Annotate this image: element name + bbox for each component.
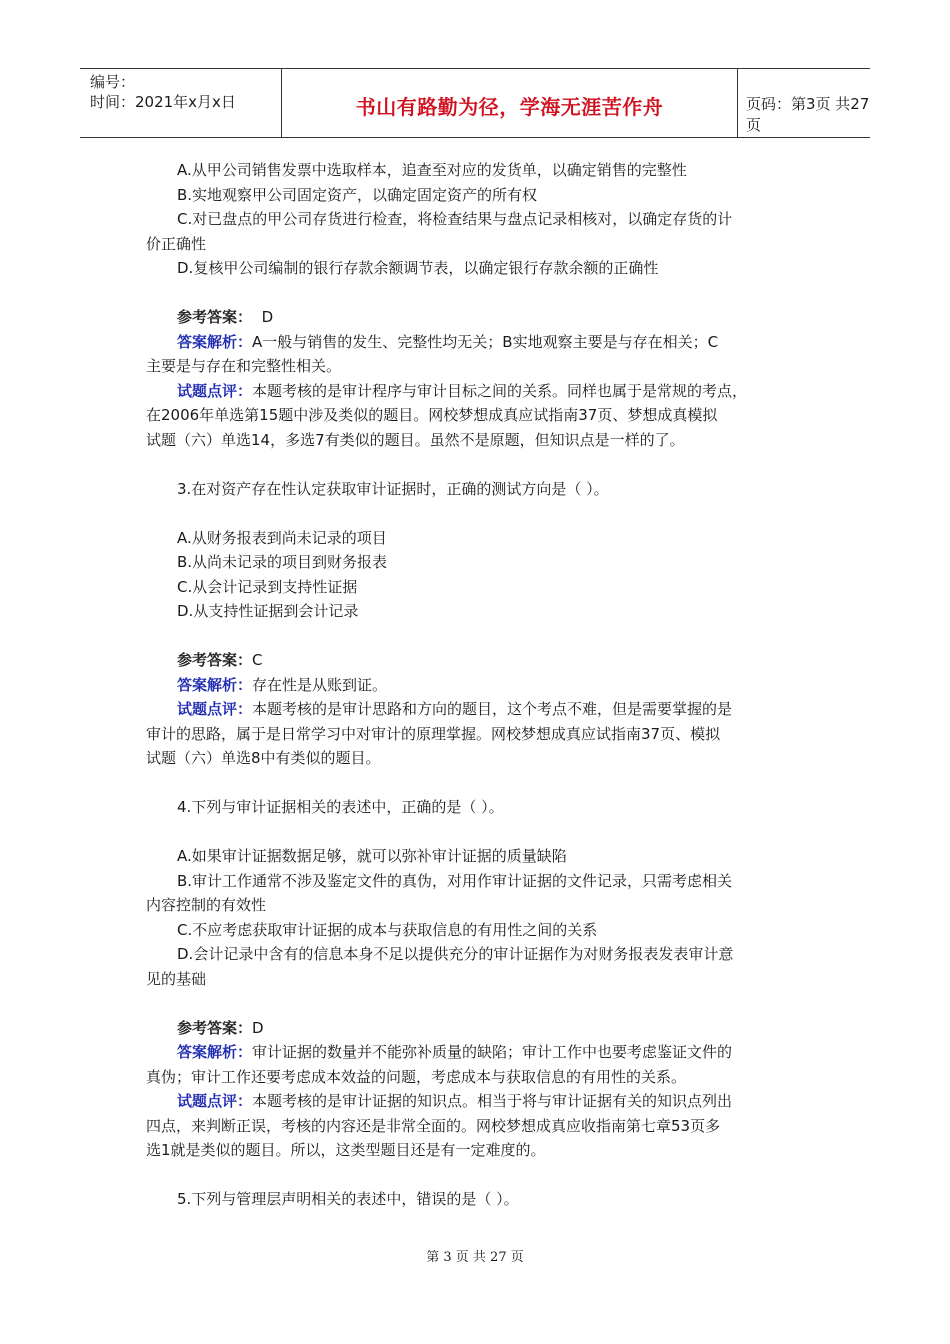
q4-review-cont-1: 四点，来判断正误，考核的内容还是非常全面的。网校梦想成真应收指南第七章53页多	[146, 1116, 721, 1135]
header-page-info: 页码：第3页 共27页	[746, 95, 870, 134]
analysis-text: A一般与销售的发生、完整性均无关；B实地观察主要是与存在相关；C	[252, 332, 719, 351]
review-text: 本题考核的是审计程序与审计目标之间的关系。同样也属于是常规的考点，	[252, 381, 748, 400]
q2-answer	[146, 305, 806, 330]
q2-option-d: D.复核甲公司编制的银行存款余额调节表，以确定银行存款余额的正确性	[177, 259, 659, 277]
q5-stem: 5.下列与管理层声明相关的表述中，错误的是（ ）。	[177, 1190, 519, 1208]
analysis-text: 存在性是从账到证。	[252, 675, 388, 694]
q3-stem: 3.在对资产存在性认定获取审计证据时，正确的测试方向是（ ）。	[177, 479, 609, 498]
q3-option-d: D.从支持性证据到会计记录	[177, 602, 359, 620]
q2-option-c: C.对已盘点的甲公司存货进行检查，将检查结果与盘点记录相核对，以确定存货的计	[177, 210, 733, 228]
q3-option-a: A.从财务报表到尚未记录的项目	[177, 528, 387, 547]
q4-analysis	[146, 1040, 806, 1065]
q4-answer	[146, 1016, 806, 1041]
q3-option-b: B.从尚未记录的项目到财务报表	[177, 553, 388, 571]
answer-label: 参考答案：	[177, 308, 253, 326]
answer-label: 参考答案：	[177, 1018, 253, 1037]
q4-option-c: C.不应考虑获取审计证据的成本与获取信息的有用性之间的关系	[177, 920, 598, 939]
q2-review-cont-2: 试题（六）单选14，多选7有类似的题目。虽然不是原题，但知识点是一样的了。	[146, 430, 685, 449]
page-header	[80, 68, 870, 138]
analysis-label: 答案解析：	[177, 332, 253, 351]
q4-option-b-cont: 内容控制的有效性	[146, 896, 267, 914]
analysis-text: 审计证据的数量并不能弥补质量的缺陷；审计工作中也要考虑鉴证文件的	[252, 1043, 733, 1061]
q2-review-cont-1: 在2006年单选第15题中涉及类似的题目。网校梦想成真应试指南37页、梦想成真模拟	[146, 406, 718, 424]
review-label: 试题点评：	[177, 1092, 253, 1110]
q3-analysis	[146, 673, 806, 698]
review-text: 本题考核的是审计思路和方向的题目，这个考点不难，但是需要掌握的是	[252, 700, 733, 718]
q2-option-a: A.从甲公司销售发票中选取样本，追查至对应的发货单，以确定销售的完整性	[177, 161, 687, 179]
q4-review-cont-2: 选1就是类似的题目。所以，这类型题目还是有一定难度的。	[146, 1141, 546, 1159]
answer-value: D	[261, 308, 274, 326]
analysis-label: 答案解析：	[177, 1043, 253, 1061]
q4-review	[146, 1089, 806, 1114]
q2-option-c-cont: 价正确性	[146, 234, 207, 253]
header-meta-cell	[80, 69, 281, 137]
answer-label: 参考答案：	[177, 651, 253, 669]
doc-number-label: 编号：	[90, 73, 136, 91]
q4-analysis-cont: 真伪；审计工作还要考虑成本效益的问题，考虑成本与获取信息的有用性的关系。	[146, 1067, 687, 1086]
review-label: 试题点评：	[177, 700, 253, 718]
q2-analysis-cont: 主要是与存在和完整性相关。	[146, 357, 342, 375]
q2-analysis	[146, 330, 806, 355]
q3-review-cont-1: 审计的思路，属于是日常学习中对审计的原理掌握。网校梦想成真应试指南37页、模拟	[146, 724, 721, 743]
answer-value: D	[252, 1018, 264, 1037]
q4-stem: 4.下列与审计证据相关的表述中，正确的是（ ）。	[177, 798, 504, 816]
q4-option-d-cont: 见的基础	[146, 969, 207, 988]
q2-option-b: B.实地观察甲公司固定资产，以确定固定资产的所有权	[177, 185, 538, 204]
q3-review	[146, 697, 806, 722]
q4-option-a: A.如果审计证据数据足够，就可以弥补审计证据的质量缺陷	[177, 847, 567, 865]
q3-option-c: C.从会计记录到支持性证据	[177, 577, 358, 596]
page-footer: 第 3 页 共 27 页	[426, 1250, 524, 1265]
q3-answer	[146, 648, 806, 673]
document-body	[146, 158, 806, 1212]
q2-review	[146, 379, 806, 404]
doc-time-label: 时间：2021年x月x日	[90, 93, 236, 111]
q4-option-b: B.审计工作通常不涉及鉴定文件的真伪，对用作审计证据的文件记录，只需考虑相关	[177, 871, 733, 890]
q4-option-d: D.会计记录中含有的信息本身不足以提供充分的审计证据作为对财务报表发表审计意	[177, 945, 734, 963]
answer-value: C	[252, 651, 263, 669]
q3-review-cont-2: 试题（六）单选8中有类似的题目。	[146, 749, 381, 767]
header-motto: 书山有路勤为径，学海无涯苦作舟	[355, 95, 664, 119]
analysis-label: 答案解析：	[177, 675, 253, 694]
review-text: 本题考核的是审计证据的知识点。相当于将与审计证据有关的知识点列出	[252, 1092, 733, 1110]
header-page-cell	[738, 69, 870, 137]
header-motto-cell	[281, 69, 738, 137]
review-label: 试题点评：	[177, 381, 253, 400]
